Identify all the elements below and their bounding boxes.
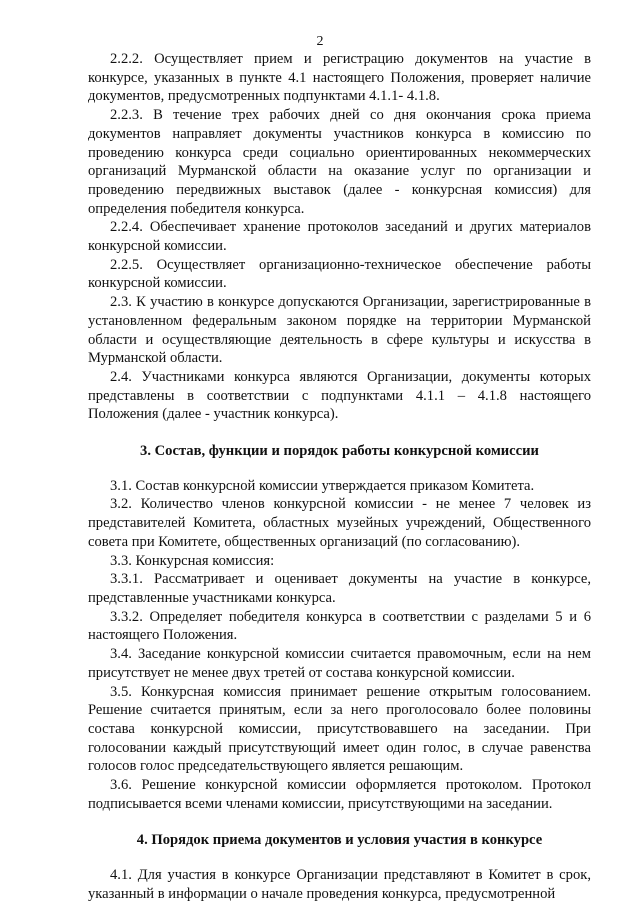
clause-2-2-4: 2.2.4. Обеспечивает хранение протоколов заседаний и других материалов конкурсной комиссии. — [88, 219, 591, 255]
clause-3-3-1: 3.3.1. Рассматривает и оценивает документы на участие в конкурсе, представленные участниками конкурса. — [88, 571, 591, 606]
clause-3-6: 3.6. Решение конкурсной комиссии оформляется протоколом. Протокол подписывается всеми членами комиссии, присутствующими на заседании. — [88, 777, 591, 812]
clause-3-2: 3.2. Количество членов конкурсной комиссии - не менее 7 человек из представителей Комитета, областных музейных учреждений, Общественного совета при Комитете, общественных организаций (по согласованию). — [88, 496, 591, 550]
clause-3-1: 3.1. Состав конкурсной комиссии утверждается приказом Комитета. — [110, 477, 535, 494]
section-4-heading: 4. Порядок приема документов и условия участия в конкурсе — [136, 832, 543, 849]
clause-3-4: 3.4. Заседание конкурсной комиссии считается правомочным, если на нем присутствует не менее двух третей от состава конкурсной комиссии. — [88, 646, 591, 681]
clause-4-1: 4.1. Для участия в конкурсе Организации представляют в Комитет в срок, указанный в информации о начале проведения конкурса, предусмотренной — [88, 867, 591, 902]
clause-2-4: 2.4. Участниками конкурса являются Организации, документы которых представлены в соответствии с подпунктами 4.1.1 – 4.1.8 настоящего Положения (далее - участник конкурса). — [88, 368, 591, 423]
page-number: 2 — [316, 34, 324, 49]
clause-2-2-3: 2.2.3. В течение трех рабочих дней со дня окончания срока приема документов направляет документы участников конкурса в комиссию по проведению конкурса среди социально ориентированных некоммерческих организаций Мурманской области на оказание услуг по организации и проведению передвижных выставок (далее - конкурсная комиссия) для определения победителя конкурса. — [88, 107, 591, 217]
clause-2-2-2: 2.2.2. Осуществляет прием и регистрацию документов на участие в конкурсе, указанных в пункте 4.1 настоящего Положения, проверяет наличие документов, предусмотренных подпунктами 4.1.1- 4.1.8. — [88, 51, 591, 105]
section-3-heading: 3. Состав, функции и порядок работы конкурсной комиссии — [140, 443, 539, 460]
document-body — [88, 50, 591, 904]
clause-3-3-2: 3.3.2. Определяет победителя конкурса в соответствии с разделами 5 и 6 настоящего Положения. — [88, 608, 591, 644]
clause-2-2-5: 2.2.5. Осуществляет организационно-техническое обеспечение работы конкурсной комиссии. — [88, 256, 591, 292]
clause-3-5: 3.5. Конкурсная комиссия принимает решение открытым голосованием. Решение считается принятым, если за него проголосовало более половины состава конкурсной комиссии, присутствовавшего на заседании. При голосовании каждый присутствующий имеет один голос, в случае равенства голосов голос председательствующего является решающим. — [88, 683, 591, 775]
clause-3-3: 3.3. Конкурсная комиссия: — [110, 552, 275, 569]
clause-2-3: 2.3. К участию в конкурсе допускаются Организации, зарегистрированные в установленном федеральным законом порядке на территории Мурманской области и осуществляющие деятельность в сфере культуры и искусства в Мурманской области. — [88, 294, 591, 367]
